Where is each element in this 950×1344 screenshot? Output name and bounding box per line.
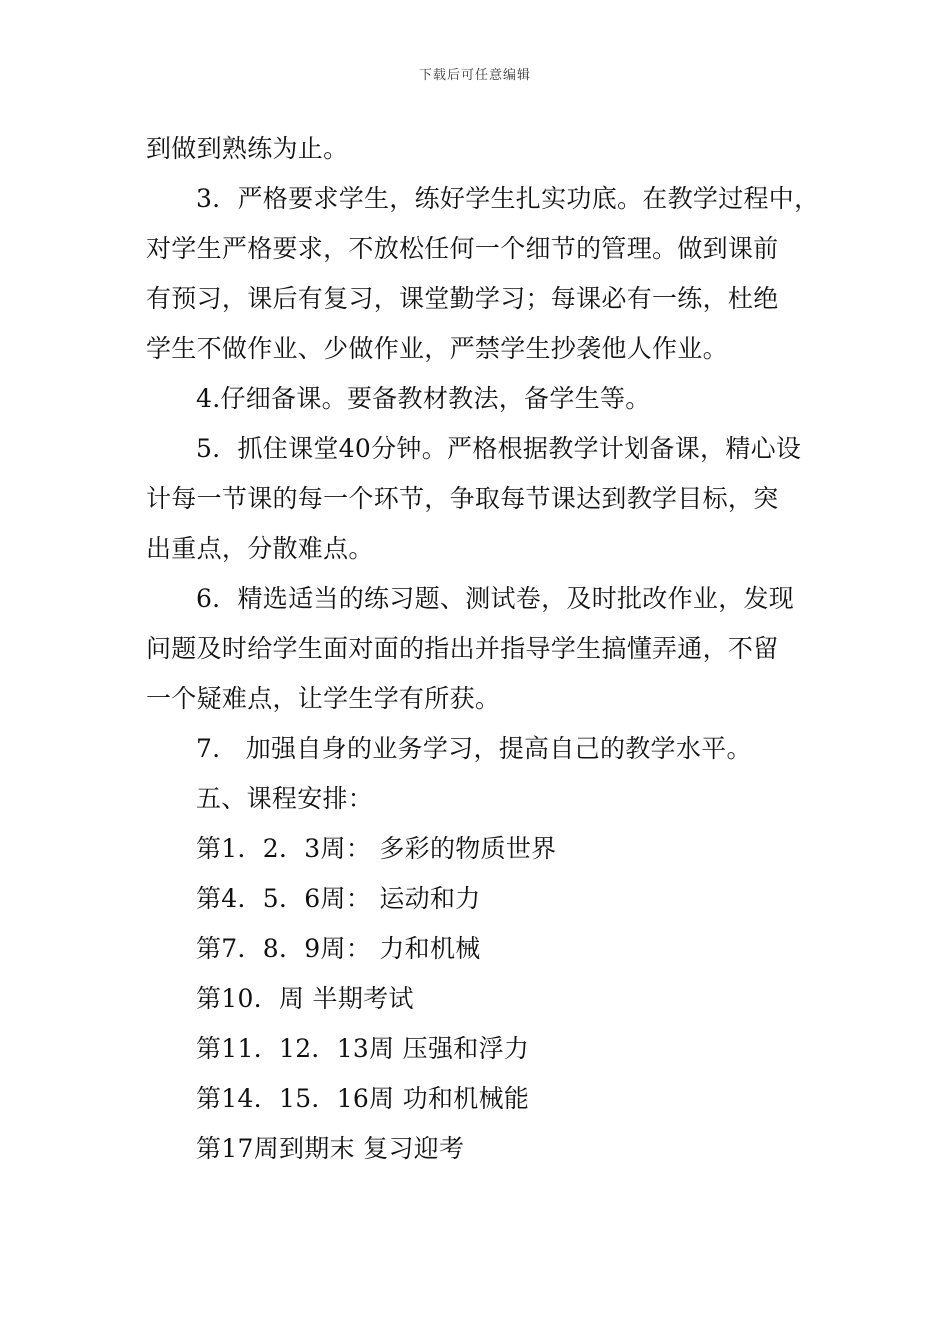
- section-heading: 五、课程安排：: [196, 784, 374, 813]
- text-line: 问题及时给学生面对面的指出并指导学生搞懂弄通，不留: [146, 634, 779, 663]
- text-line: 出重点，分散难点。: [146, 534, 374, 563]
- list-item-3: 3．严格要求学生，练好学生扎实功底。在教学过程中，: [196, 184, 820, 213]
- text-line: 对学生严格要求，不放松任何一个细节的管理。做到课前: [146, 234, 779, 263]
- text-line: 有预习，课后有复习，课堂勤学习；每课必有一练，杜绝: [146, 284, 779, 313]
- document-body: [146, 124, 820, 1174]
- list-item-4: 4.仔细备课。要备教材教法，备学生等。: [196, 384, 651, 413]
- text-line: 一个疑难点，让学生学有所获。: [146, 684, 501, 713]
- schedule-row: 第1．2．3周： 多彩的物质世界: [196, 834, 557, 863]
- schedule-row: 第4．5．6周： 运动和力: [196, 884, 481, 913]
- list-item-7: 7． 加强自身的业务学习，提高自己的教学水平。: [196, 734, 752, 763]
- page-header: 下载后可任意编辑: [418, 68, 531, 83]
- schedule-row: 第11．12．13周 压强和浮力: [196, 1034, 530, 1063]
- text-line: 计每一节课的每一个环节，争取每节课达到教学目标，突: [146, 484, 779, 513]
- text-line: 到做到熟练为止。: [146, 134, 349, 163]
- list-item-6: 6．精选适当的练习题、测试卷，及时批改作业，发现: [196, 584, 795, 613]
- schedule-row: 第17周到期末 复习迎考: [196, 1134, 465, 1163]
- schedule-row: 第7．8．9周： 力和机械: [196, 934, 481, 963]
- text-line: 学生不做作业、少做作业，严禁学生抄袭他人作业。: [146, 334, 728, 363]
- list-item-5: 5．抓住课堂40分钟。严格根据教学计划备课，精心设: [196, 434, 802, 463]
- schedule-row: 第14．15．16周 功和机械能: [196, 1084, 530, 1113]
- schedule-row: 第10．周 半期考试: [196, 984, 414, 1013]
